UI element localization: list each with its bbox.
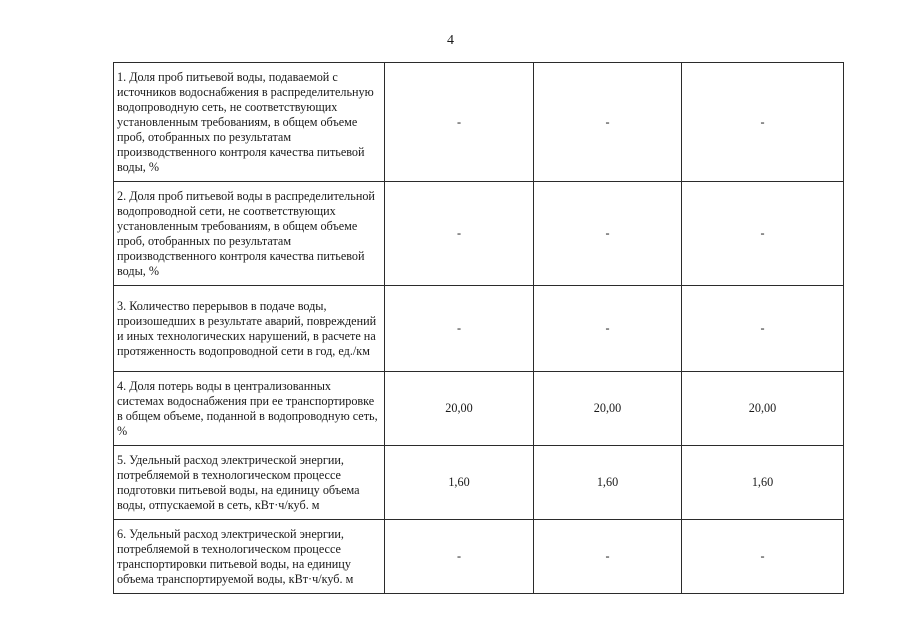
- indicator-value: 1,60: [682, 446, 844, 520]
- indicators-table: [113, 62, 844, 594]
- indicator-value: -: [682, 182, 844, 286]
- table-row: [114, 286, 844, 372]
- indicator-label: 4. Доля потерь воды в централизованных системах водоснабжения при ее транспортировке в общем объеме, поданной в водопроводную сеть, %: [114, 372, 385, 446]
- indicator-value: -: [682, 63, 844, 182]
- indicator-value: 1,60: [534, 446, 682, 520]
- indicator-value: -: [534, 63, 682, 182]
- table-row: [114, 446, 844, 520]
- indicator-value: -: [682, 520, 844, 594]
- indicator-value: -: [534, 182, 682, 286]
- indicator-value: -: [385, 520, 534, 594]
- page-number: 4: [447, 33, 454, 48]
- table-row: [114, 63, 844, 182]
- indicator-label: 3. Количество перерывов в подаче воды, произошедших в результате аварий, повреждений и иных технологических нарушений, в расчете на протяженность водопроводной сети в год, ед./км: [114, 286, 385, 372]
- indicator-value: 1,60: [385, 446, 534, 520]
- indicator-value: 20,00: [385, 372, 534, 446]
- indicator-value: -: [385, 63, 534, 182]
- table-row: [114, 520, 844, 594]
- indicator-value: -: [534, 520, 682, 594]
- indicator-label: 6. Удельный расход электрической энергии, потребляемой в технологическом процессе транспортировки питьевой воды, на единицу объема транспортируемой воды, кВт·ч/куб. м: [114, 520, 385, 594]
- indicator-label: 5. Удельный расход электрической энергии, потребляемой в технологическом процессе подготовки питьевой воды, на единицу объема воды, отпускаемой в сеть, кВт·ч/куб. м: [114, 446, 385, 520]
- table-row: [114, 372, 844, 446]
- indicator-value: 20,00: [682, 372, 844, 446]
- indicator-value: -: [385, 182, 534, 286]
- indicator-label: 1. Доля проб питьевой воды, подаваемой с источников водоснабжения в распределительную водопроводную сеть, не соответствующих установленным требованиям, в общем объеме проб, отобранных по результатам производственного контроля качества питьевой воды, %: [114, 63, 385, 182]
- indicator-value: -: [385, 286, 534, 372]
- indicator-value: -: [534, 286, 682, 372]
- table-row: [114, 182, 844, 286]
- indicator-label: 2. Доля проб питьевой воды в распределительной водопроводной сети, не соответствующих установленным требованиям, в общем объеме проб, отобранных по результатам производственного контроля качества питьевой воды, %: [114, 182, 385, 286]
- indicator-value: -: [682, 286, 844, 372]
- indicator-value: 20,00: [534, 372, 682, 446]
